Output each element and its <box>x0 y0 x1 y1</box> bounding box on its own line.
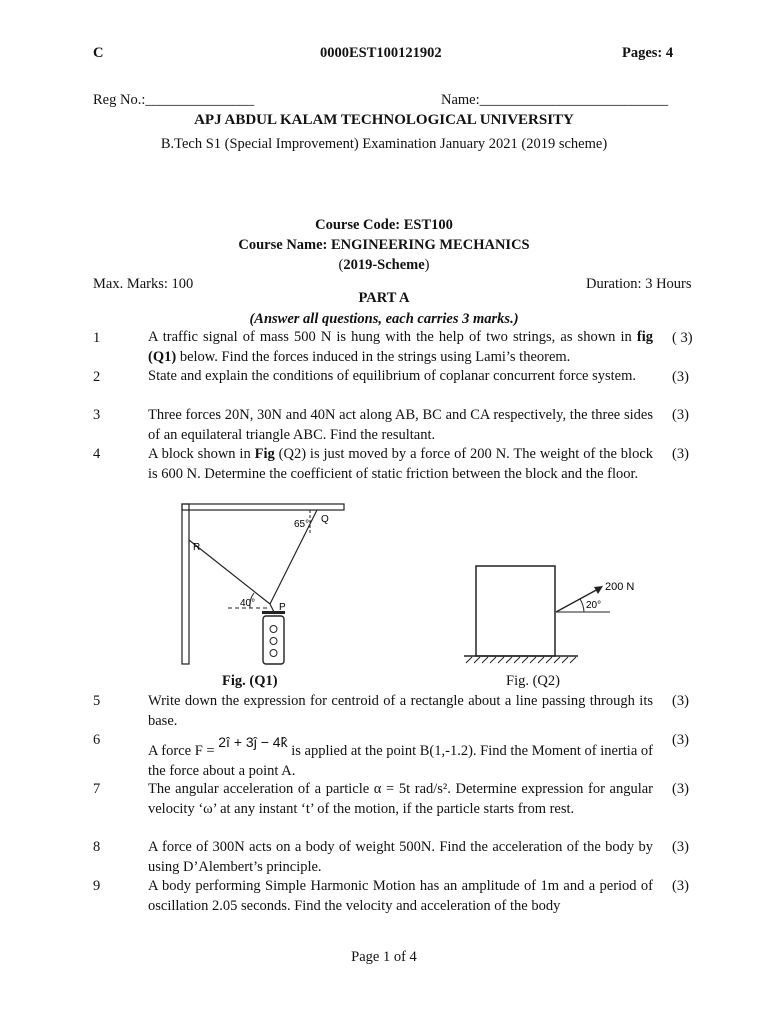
question-marks: ( 3) <box>672 330 693 346</box>
question-marks: (3) <box>672 878 689 894</box>
page-footer: Page 1 of 4 <box>351 949 417 965</box>
question-text <box>148 328 653 367</box>
scheme-text: 2019-Scheme <box>343 257 425 273</box>
angle-65-label: 65° <box>294 519 310 530</box>
figure-q1 <box>180 500 350 670</box>
series-code: C <box>93 45 104 61</box>
part-instruction: (Answer all questions, each carries 3 marks.) <box>249 311 519 327</box>
point-r-label: R <box>193 542 201 553</box>
block <box>476 566 555 656</box>
point-q-label: Q <box>321 514 329 525</box>
page-count: Pages: 4 <box>622 45 674 61</box>
question-marks: (3) <box>672 781 689 797</box>
q1-text-a: A traffic signal of mass 500 N is hung with the help of two strings, as shown in <box>148 329 637 345</box>
q4-fig-ref: Fig <box>254 446 275 462</box>
question-marks: (3) <box>672 732 689 748</box>
q4-text-a: A block shown in <box>148 446 255 462</box>
question-marks: (3) <box>672 369 689 385</box>
question-text: Write down the expression for centroid of a rectangle about a line passing through its base. <box>148 693 653 729</box>
q6-text-a: A force F = <box>148 743 219 759</box>
wall <box>182 504 189 664</box>
string-pr <box>189 540 270 604</box>
figure-q2 <box>460 560 660 670</box>
exam-title: B.Tech S1 (Special Improvement) Examination January 2021 (2019 scheme) <box>160 136 608 152</box>
question-number: 6 <box>93 732 101 748</box>
scheme-open: ( <box>338 257 344 273</box>
reg-no-field: Reg No.:_______________ <box>93 92 255 108</box>
question-text: A body performing Simple Harmonic Motion has an amplitude of 1m and a period of oscillation 2.05 seconds. Find the velocity and acceleration of the body <box>148 878 653 914</box>
q1-text-c: below. Find the forces induced in the strings using Lami’s theorem. <box>176 348 571 365</box>
scheme-close: ) <box>424 257 430 273</box>
question-number: 8 <box>93 839 101 855</box>
question-number: 5 <box>93 693 101 709</box>
force-vector-formula: 2î + 3ĵ − 4k̂ <box>218 734 288 750</box>
angle-arc-20 <box>580 599 584 612</box>
question-number: 3 <box>93 407 101 423</box>
question-marks: (3) <box>672 693 689 709</box>
question-text <box>148 445 653 484</box>
scheme-line <box>0 257 768 274</box>
duration: Duration: 3 Hours <box>586 276 692 292</box>
course-code: Course Code: EST100 <box>315 217 453 233</box>
force-label: 200 N <box>605 581 635 593</box>
question-text: A force of 300N acts on a body of weight 500N. Find the acceleration of the body by using D’Alembert’s principle. <box>148 839 653 875</box>
university-title: APJ ABDUL KALAM TECHNOLOGICAL UNIVERSITY <box>194 112 574 128</box>
course-name: Course Name: ENGINEERING MECHANICS <box>238 237 530 253</box>
part-title: PART A <box>358 290 410 306</box>
figure-q1-caption: Fig. (Q1) <box>222 673 278 689</box>
q4-text-c: (Q2) is just moved by a force of 200 N. The weight of the block is 600 N. Determine the coefficient of static friction between the block and the floor. <box>148 446 654 482</box>
question-number: 2 <box>93 369 101 385</box>
question-marks: (3) <box>672 407 689 423</box>
angle-20-label: 20° <box>586 600 602 611</box>
question-number: 9 <box>93 878 101 894</box>
ceiling <box>182 504 344 510</box>
question-text: The angular acceleration of a particle α = 5t rad/s². Determine expression for angular velocity ‘ω’ at any instant ‘t’ of the motion, if the particle starts from rest. <box>148 781 653 817</box>
question-text <box>148 734 653 781</box>
paper-code: 0000EST100121902 <box>320 45 442 61</box>
q1-fig-ref: fig (Q1) <box>148 329 653 365</box>
name-field: Name:__________________________ <box>441 92 669 108</box>
q6-text-c: is applied at the point B(1,-1.2). Find the Moment of inertia of the force about a point A. <box>148 743 653 779</box>
question-marks: (3) <box>672 446 689 462</box>
question-text: State and explain the conditions of equilibrium of coplanar concurrent force system. <box>148 368 637 384</box>
question-text: Three forces 20N, 30N and 40N act along AB, BC and CA respectively, the three sides of an equilateral triangle ABC. Find the resultant. <box>148 407 653 443</box>
floor-hatching <box>466 657 576 663</box>
figure-q2-caption: Fig. (Q2) <box>506 673 560 689</box>
point-p-label: P <box>279 602 286 613</box>
question-marks: (3) <box>672 839 689 855</box>
question-number: 4 <box>93 446 101 462</box>
question-number: 1 <box>93 330 101 346</box>
angle-40-label: 40° <box>240 598 256 609</box>
max-marks: Max. Marks: 100 <box>93 276 194 292</box>
question-number: 7 <box>93 781 101 797</box>
